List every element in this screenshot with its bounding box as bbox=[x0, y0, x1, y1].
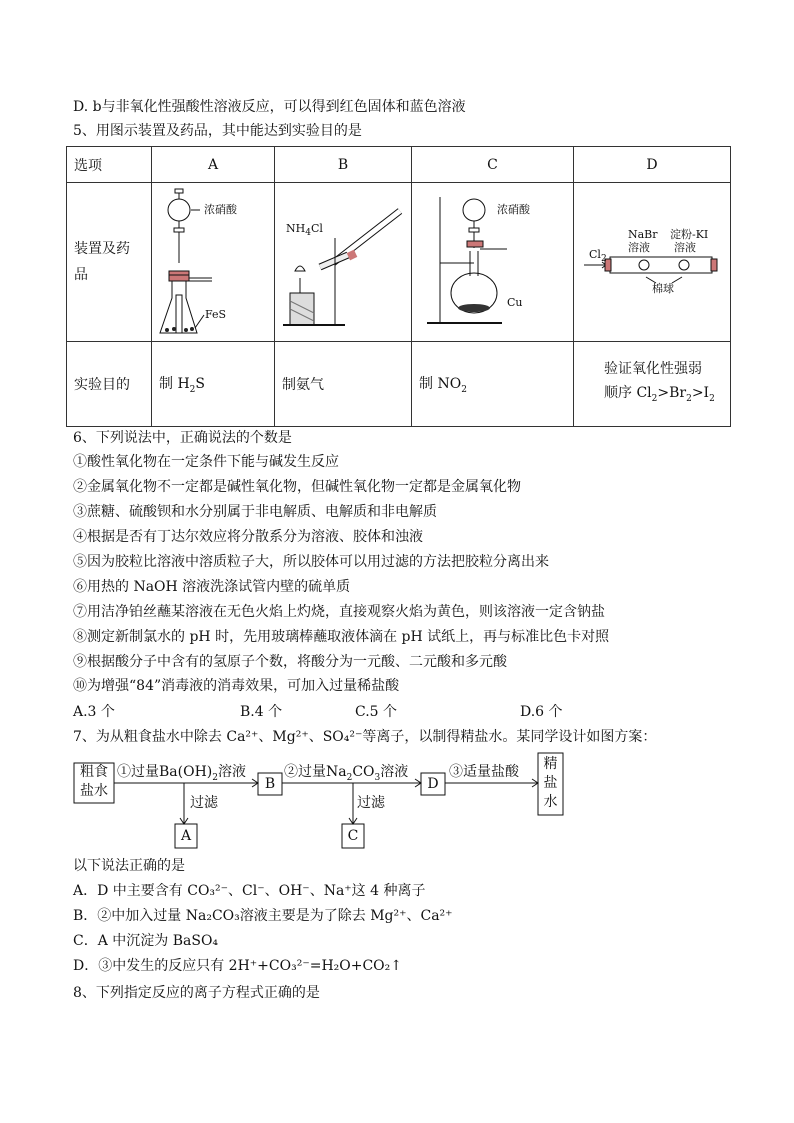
label-d-nabr: NaBr bbox=[628, 228, 658, 241]
flow-box-c: C bbox=[347, 828, 359, 844]
apparatus-c-drawing bbox=[412, 183, 573, 341]
q7-option-d: D．③中发生的反应只有 2H⁺+CO₃²⁻=H₂O+CO₂↑ bbox=[73, 958, 403, 974]
flow-end: 精盐水 bbox=[543, 756, 558, 810]
label-d-nabr-solution: 溶液 bbox=[628, 241, 650, 254]
q6-item: ⑦用洁净铂丝蘸某溶液在无色火焰上灼烧，直接观察火焰为黄色，则该溶液一定含钠盐 bbox=[73, 604, 605, 620]
q7-option-a: A．D 中主要含有 CO₃²⁻、Cl⁻、OH⁻、Na⁺这 4 种离子 bbox=[73, 883, 426, 899]
purpose-d-line1: 验证氧化性强弱 bbox=[604, 361, 702, 378]
label-d-cotton: 棉球 bbox=[652, 282, 674, 295]
label-c-acid: 浓硝酸 bbox=[497, 203, 530, 216]
purpose-c: 制 $NO_2$ bbox=[412, 342, 574, 427]
q6-item: ⑨根据酸分子中含有的氢原子个数，将酸分为一元酸、二元酸和多元酸 bbox=[73, 654, 507, 670]
flow-step2: ②过量$Na_2CO_3$溶液 bbox=[284, 764, 409, 783]
apparatus-a bbox=[152, 183, 275, 342]
q6-item: ①酸性氧化物在一定条件下能与碱发生反应 bbox=[73, 454, 339, 470]
apparatus-b-drawing bbox=[275, 183, 411, 341]
label-a-acid: 浓硝酸 bbox=[204, 203, 237, 216]
q7-option-c: C．A 中沉淀为 BaSO₄ bbox=[73, 933, 219, 949]
q7-prompt: 以下说法正确的是 bbox=[73, 858, 185, 874]
q6-item: ⑥用热的 NaOH 溶液洗涤试管内壁的硫单质 bbox=[73, 579, 351, 595]
q8-stem: 8、下列指定反应的离子方程式正确的是 bbox=[73, 985, 320, 1001]
purpose-d-line2: 顺序 $Cl_2>Br_2>I_2$ bbox=[604, 385, 715, 404]
label-d-ki: 淀粉-KI bbox=[670, 228, 709, 241]
header-a: A bbox=[152, 147, 275, 183]
apparatus-c bbox=[412, 183, 574, 342]
header-d: D bbox=[574, 147, 731, 183]
q6-item: ⑧测定新制氯水的 pH 时，先用玻璃棒蘸取液体滴在 pH 试纸上，再与标准比色卡对照 bbox=[73, 629, 610, 645]
header-option: 选项 bbox=[67, 147, 152, 183]
q5-table bbox=[66, 146, 731, 427]
label-b-reagent: $NH_4Cl$ bbox=[286, 222, 323, 239]
prev-option-d: D. b与非氧化性强酸性溶液反应，可以得到红色固体和蓝色溶液 bbox=[73, 99, 466, 115]
q6-item: ③蔗糖、硫酸钡和水分别属于非电解质、电解质和非电解质 bbox=[73, 504, 437, 520]
q5-stem: 5、用图示装置及药品，其中能达到实验目的是 bbox=[73, 123, 362, 139]
label-c-solid: Cu bbox=[507, 296, 523, 309]
header-c: C bbox=[412, 147, 574, 183]
flow-box-a: A bbox=[180, 828, 192, 844]
q6-item: ④根据是否有丁达尔效应将分散系分为溶液、胶体和浊液 bbox=[73, 529, 423, 545]
q6-option-b: B.4 个 bbox=[240, 704, 283, 720]
purpose-b: 制氨气 bbox=[275, 342, 412, 427]
flow-box-b: B bbox=[264, 776, 276, 792]
flow-step1: ①过量$Ba(OH)_2$溶液 bbox=[117, 764, 246, 783]
q6-item: ⑩为增强“84”消毒液的消毒效果，可加入过量稀盐酸 bbox=[73, 678, 400, 694]
row-purpose-label: 实验目的 bbox=[67, 342, 152, 427]
q6-item: ⑤因为胶粒比溶液中溶质粒子大，所以胶体可以用过滤的方法把胶粒分离出来 bbox=[73, 554, 549, 570]
label-a-solid: FeS bbox=[205, 308, 227, 321]
flow-filter1: 过滤 bbox=[190, 795, 218, 811]
purpose-d bbox=[574, 342, 731, 427]
flow-box-d: D bbox=[427, 776, 439, 792]
label-d-ki-solution: 溶液 bbox=[674, 241, 696, 254]
flow-filter2: 过滤 bbox=[357, 795, 385, 811]
q6-option-d: D.6 个 bbox=[520, 704, 563, 720]
q6-item: ②金属氧化物不一定都是碱性氧化物，但碱性氧化物一定都是金属氧化物 bbox=[73, 479, 521, 495]
q7-option-b: B．②中加入过量 Na₂CO₃溶液主要是为了除去 Mg²⁺、Ca²⁺ bbox=[73, 908, 453, 924]
apparatus-b bbox=[275, 183, 412, 342]
row-apparatus-label: 装置及药品 bbox=[67, 183, 152, 342]
q7-stem: 7、为从粗食盐水中除去 Ca²⁺、Mg²⁺、SO₄²⁻等离子，以制得精盐水。某同学设计如图方案： bbox=[73, 729, 657, 745]
flow-start: 粗食盐水 bbox=[80, 764, 108, 799]
purpose-a: 制 $H_2S$ bbox=[152, 342, 275, 427]
apparatus-d bbox=[574, 183, 731, 342]
q6-stem: 6、下列说法中，正确说法的个数是 bbox=[73, 430, 292, 446]
label-d-gas: $Cl_2$ bbox=[589, 248, 607, 265]
q6-option-a: A.3 个 bbox=[73, 704, 115, 720]
flow-step3: ③适量盐酸 bbox=[449, 764, 519, 780]
q6-option-c: C.5 个 bbox=[355, 704, 398, 720]
header-b: B bbox=[275, 147, 412, 183]
